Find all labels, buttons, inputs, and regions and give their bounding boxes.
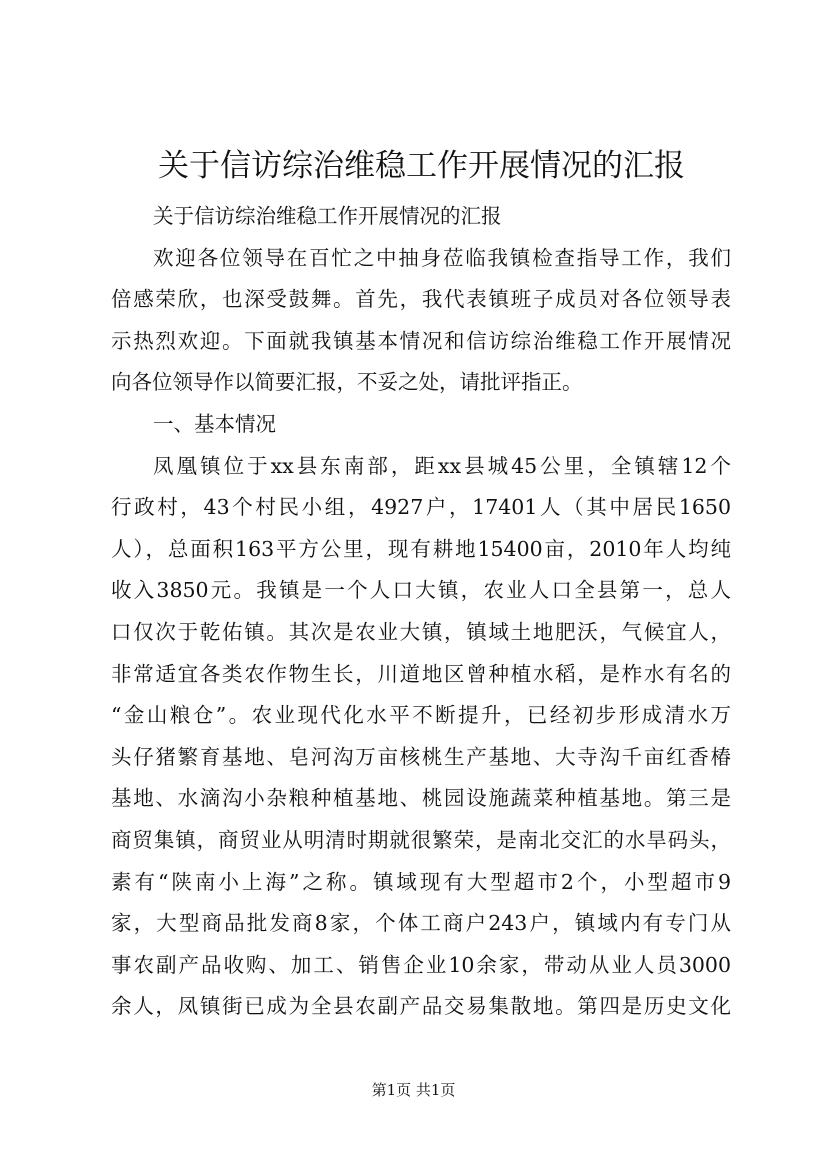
text-line: 口仅次于乾佑镇。其次是农业大镇，镇域土地肥沃，气候宜人， [111, 619, 731, 644]
document-title: 关于信访综治维稳工作开展情况的汇报 [158, 148, 685, 184]
text-line: 非常适宜各类农作物生长，川道地区曾种植水稻，是柞水有名的 [111, 661, 731, 686]
text-line: 关于信访综治维稳工作开展情况的汇报 [153, 204, 502, 228]
text-line: 基地、水滴沟小杂粮种植基地、桃园设施蔬菜种植基地。第三是 [111, 786, 731, 811]
text-line: 凤凰镇位于xx县东南部，距xx县城45公里，全镇辖12个 [153, 453, 731, 478]
text-line: 素有“陕南小上海”之称。镇域现有大型超市2个，小型超市9 [111, 869, 731, 894]
text-line: 行政村，43个村民小组，4927户，17401人（其中居民1650 [111, 495, 731, 520]
text-line: “金山粮仓”。农业现代化水平不断提升，已经初步形成清水万 [111, 703, 731, 728]
document-body [111, 196, 731, 1028]
text-line: 倍感荣欣，也深受鼓舞。首先，我代表镇班子成员对各位领导表 [111, 287, 731, 312]
text-line: 欢迎各位领导在百忙之中抽身莅临我镇检查指导工作，我们 [153, 245, 731, 270]
page-footer: 第1页 共1页 [371, 1081, 456, 1099]
text-line: 向各位领导作以简要汇报，不妥之处，请批评指正。 [111, 370, 583, 395]
text-line: 家，大型商品批发商8家，个体工商户243户，镇域内有专门从 [111, 911, 731, 936]
text-line: 余人，凤镇街已成为全县农副产品交易集散地。第四是历史文化 [111, 994, 731, 1019]
text-line: 头仔猪繁育基地、皂河沟万亩核桃生产基地、大寺沟千亩红香椿 [111, 744, 731, 769]
text-line: 人），总面积163平方公里，现有耕地15400亩，2010年人均纯 [111, 536, 731, 561]
text-line: 示热烈欢迎。下面就我镇基本情况和信访综治维稳工作开展情况 [111, 328, 731, 353]
text-line: 商贸集镇，商贸业从明清时期就很繁荣，是南北交汇的水旱码头， [111, 827, 731, 852]
text-line: 收入3850元。我镇是一个人口大镇，农业人口全县第一，总人 [111, 578, 731, 603]
text-line: 事农副产品收购、加工、销售企业10余家，带动从业人员3000 [111, 952, 731, 977]
text-line: 一、基本情况 [153, 411, 276, 436]
